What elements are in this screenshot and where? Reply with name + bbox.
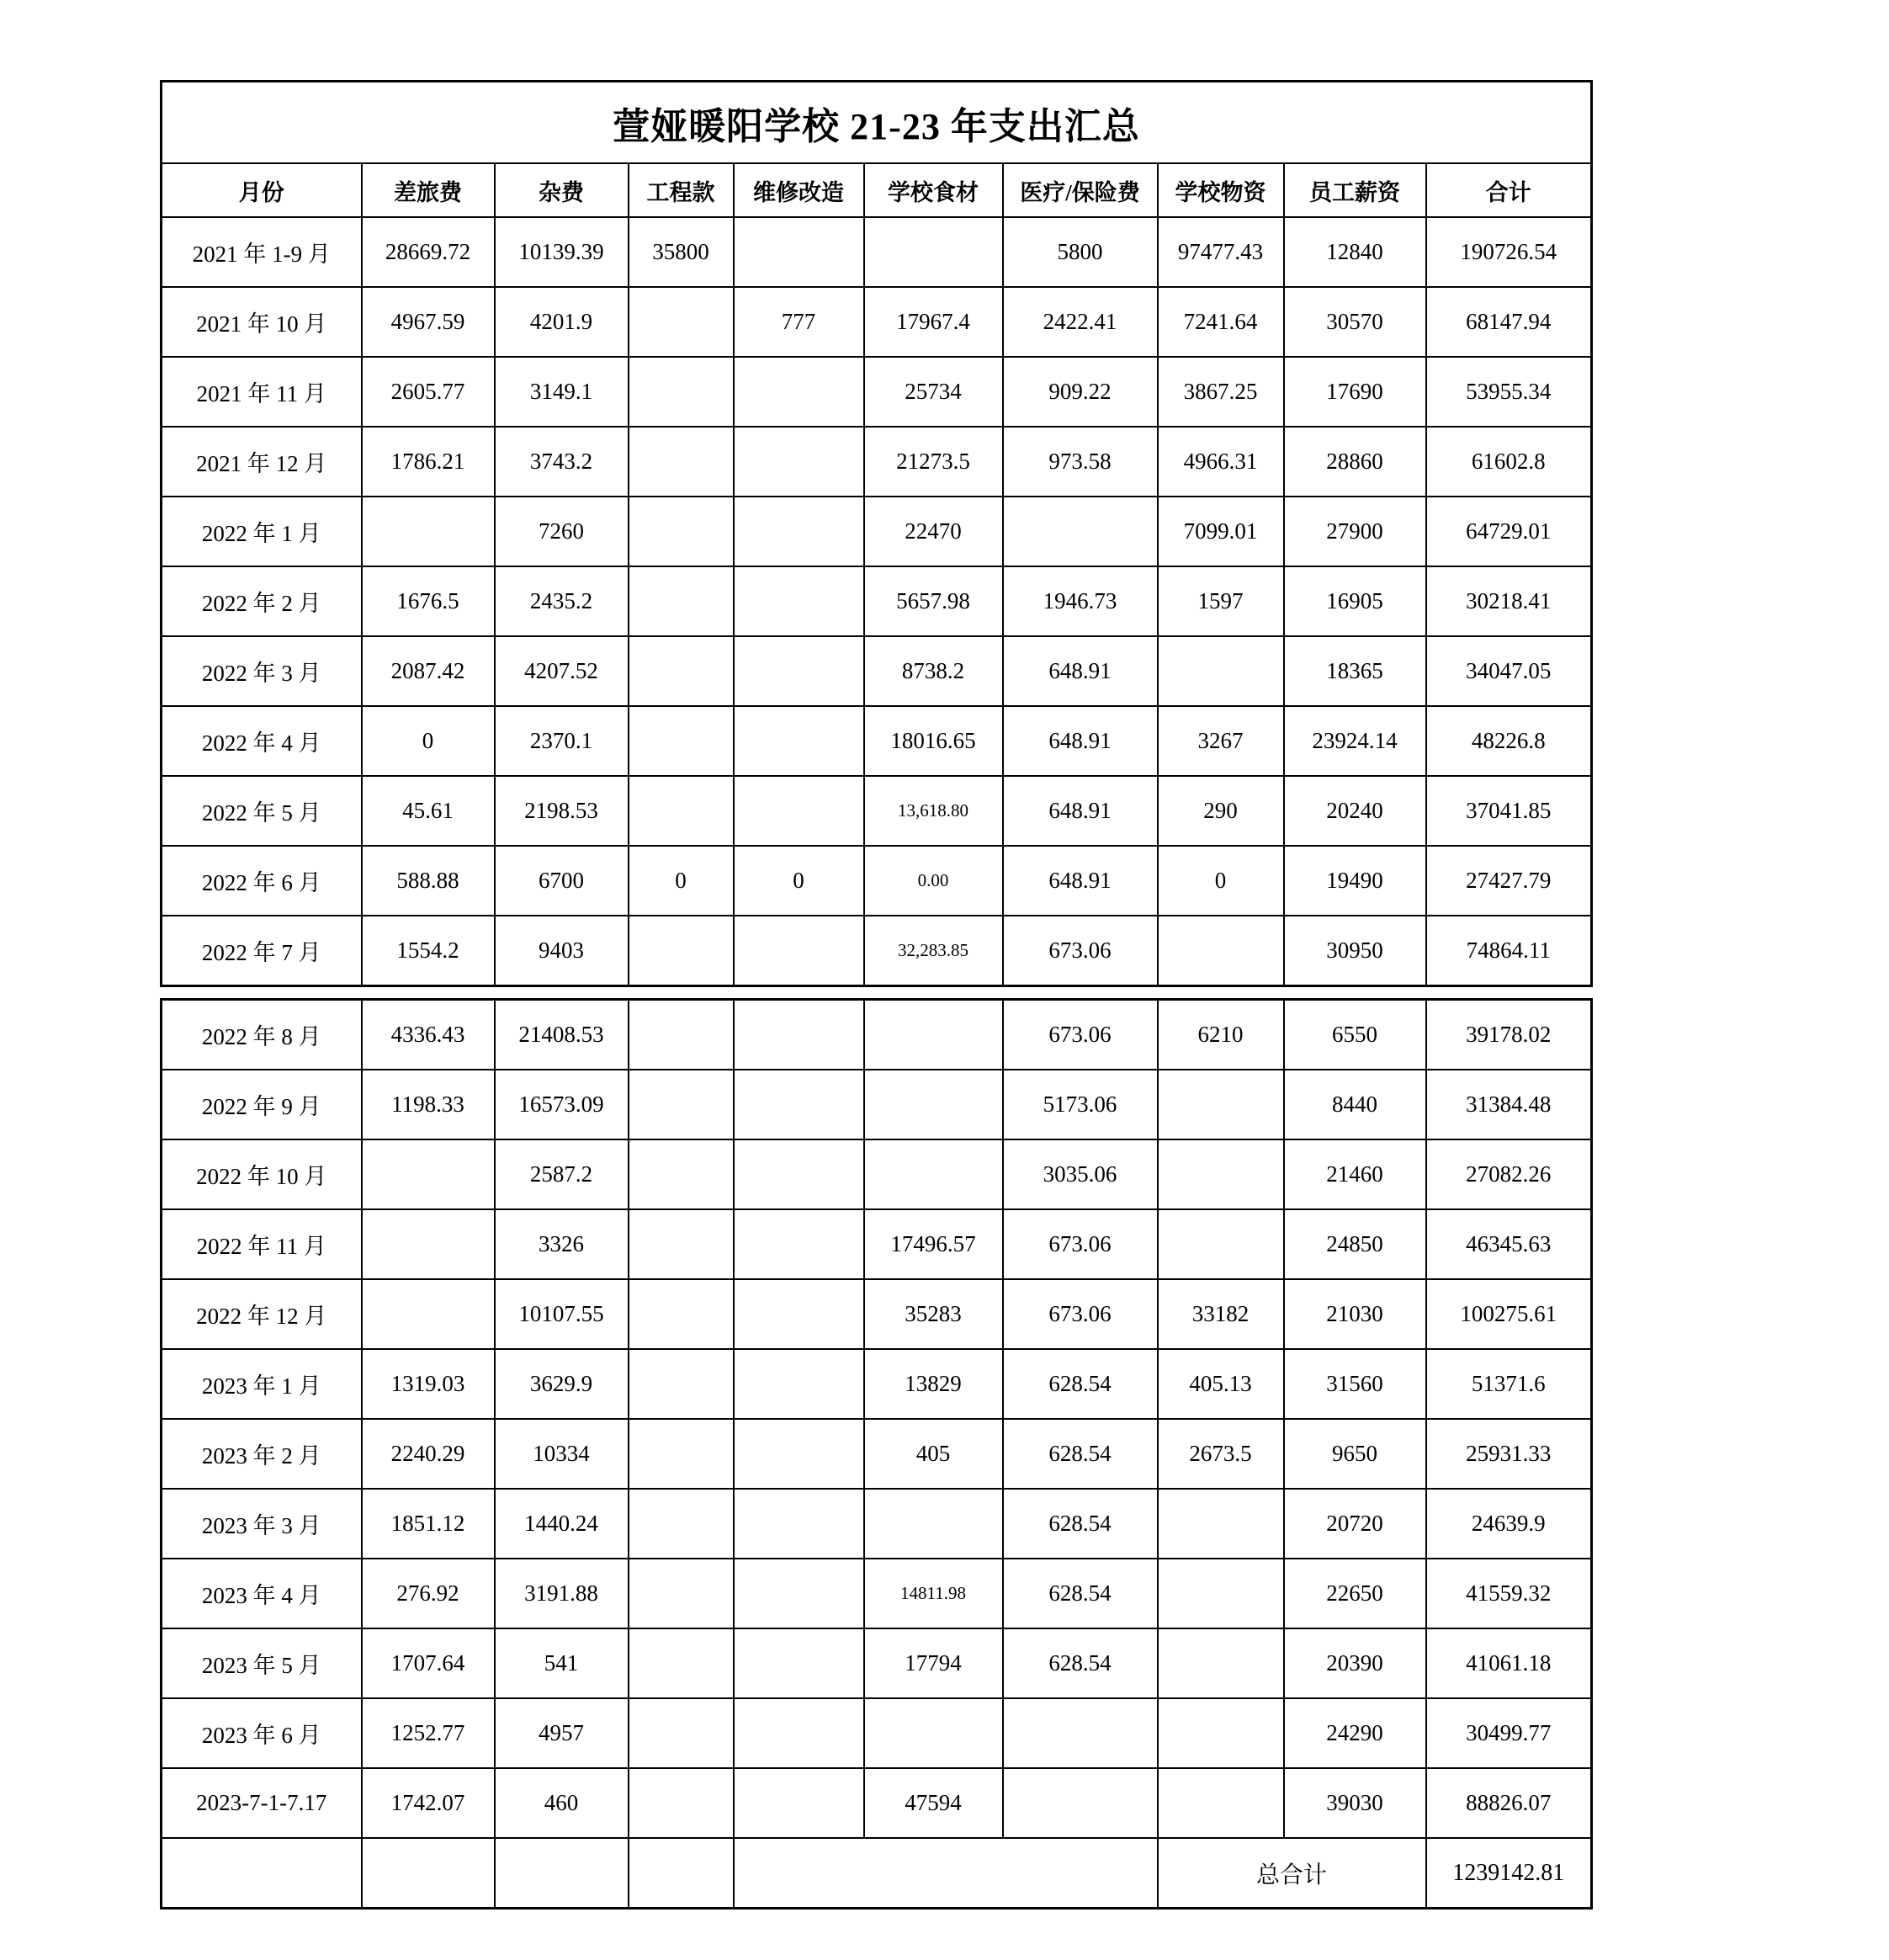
table-row bbox=[162, 1209, 1592, 1279]
table-cell: 28860 bbox=[1284, 427, 1426, 497]
table-cell bbox=[629, 1559, 734, 1628]
table-cell: 3267 bbox=[1158, 706, 1284, 776]
table-cell: 1946.73 bbox=[1003, 566, 1158, 636]
month-cell: 2022 年 8 月 bbox=[162, 1000, 362, 1070]
table-cell: 25734 bbox=[864, 357, 1003, 427]
month-cell: 2022 年 10 月 bbox=[162, 1139, 362, 1209]
table-cell: 17794 bbox=[864, 1628, 1003, 1698]
table-cell: 37041.85 bbox=[1426, 776, 1592, 846]
table-cell: 2673.5 bbox=[1158, 1419, 1284, 1489]
table-cell bbox=[629, 1768, 734, 1838]
table-cell: 7260 bbox=[495, 497, 629, 566]
table-cell: 3149.1 bbox=[495, 357, 629, 427]
table-cell bbox=[629, 1279, 734, 1349]
table-cell bbox=[1003, 1698, 1158, 1768]
table-cell bbox=[629, 287, 734, 357]
table-cell bbox=[734, 1070, 864, 1139]
table-cell bbox=[629, 1070, 734, 1139]
table-cell: 21030 bbox=[1284, 1279, 1426, 1349]
table-cell: 31560 bbox=[1284, 1349, 1426, 1419]
table-cell: 460 bbox=[495, 1768, 629, 1838]
table-row bbox=[162, 706, 1592, 776]
table-cell bbox=[362, 1209, 495, 1279]
table-cell: 2198.53 bbox=[495, 776, 629, 846]
table-cell: 28669.72 bbox=[362, 217, 495, 287]
table-cell: 34047.05 bbox=[1426, 636, 1592, 706]
table-cell: 17967.4 bbox=[864, 287, 1003, 357]
column-header: 员工薪资 bbox=[1284, 163, 1426, 217]
table-row bbox=[162, 1489, 1592, 1559]
table-cell bbox=[629, 497, 734, 566]
table-cell: 2435.2 bbox=[495, 566, 629, 636]
table-cell bbox=[1158, 1070, 1284, 1139]
column-header: 差旅费 bbox=[362, 163, 495, 217]
column-header: 合计 bbox=[1426, 163, 1592, 217]
table-cell: 276.92 bbox=[362, 1559, 495, 1628]
table-row bbox=[162, 776, 1592, 846]
table-cell bbox=[629, 706, 734, 776]
table-cell bbox=[734, 1698, 864, 1768]
table-cell: 22470 bbox=[864, 497, 1003, 566]
table-cell: 4207.52 bbox=[495, 636, 629, 706]
table-cell: 39178.02 bbox=[1426, 1000, 1592, 1070]
table-cell bbox=[734, 1768, 864, 1838]
month-cell: 2022 年 5 月 bbox=[162, 776, 362, 846]
table-cell: 61602.8 bbox=[1426, 427, 1592, 497]
table-cell: 405.13 bbox=[1158, 1349, 1284, 1419]
table-cell bbox=[1158, 1768, 1284, 1838]
table-cell bbox=[1158, 1698, 1284, 1768]
table-cell: 909.22 bbox=[1003, 357, 1158, 427]
table-cell: 20390 bbox=[1284, 1628, 1426, 1698]
table-cell: 628.54 bbox=[1003, 1349, 1158, 1419]
table-cell: 1851.12 bbox=[362, 1489, 495, 1559]
table-cell: 18365 bbox=[1284, 636, 1426, 706]
table-cell bbox=[629, 636, 734, 706]
table-cell bbox=[734, 916, 864, 986]
column-header: 学校食材 bbox=[864, 163, 1003, 217]
table-cell bbox=[629, 776, 734, 846]
table-cell: 17496.57 bbox=[864, 1209, 1003, 1279]
table-cell: 9650 bbox=[1284, 1419, 1426, 1489]
table-row bbox=[162, 1349, 1592, 1419]
month-cell: 2023 年 5 月 bbox=[162, 1628, 362, 1698]
table-cell: 3191.88 bbox=[495, 1559, 629, 1628]
table-cell: 24850 bbox=[1284, 1209, 1426, 1279]
table-cell: 648.91 bbox=[1003, 846, 1158, 916]
table-cell: 45.61 bbox=[362, 776, 495, 846]
table-cell bbox=[629, 916, 734, 986]
table-cell: 35800 bbox=[629, 217, 734, 287]
table-cell bbox=[629, 1139, 734, 1209]
table-row bbox=[162, 1279, 1592, 1349]
table-cell: 2605.77 bbox=[362, 357, 495, 427]
table-cell: 6700 bbox=[495, 846, 629, 916]
column-header: 工程款 bbox=[629, 163, 734, 217]
page-break-gap bbox=[160, 987, 1590, 998]
month-cell: 2022 年 6 月 bbox=[162, 846, 362, 916]
table-cell bbox=[629, 1419, 734, 1489]
table-cell: 48226.8 bbox=[1426, 706, 1592, 776]
table-cell bbox=[734, 217, 864, 287]
table-cell: 1742.07 bbox=[362, 1768, 495, 1838]
table-cell: 16573.09 bbox=[495, 1070, 629, 1139]
table-cell: 20720 bbox=[1284, 1489, 1426, 1559]
table-cell bbox=[162, 1838, 362, 1909]
table-cell bbox=[734, 1489, 864, 1559]
table-cell: 46345.63 bbox=[1426, 1209, 1592, 1279]
table-cell: 64729.01 bbox=[1426, 497, 1592, 566]
table-cell: 6550 bbox=[1284, 1000, 1426, 1070]
month-cell: 2022 年 7 月 bbox=[162, 916, 362, 986]
table-row bbox=[162, 497, 1592, 566]
table-cell: 68147.94 bbox=[1426, 287, 1592, 357]
table-cell: 30499.77 bbox=[1426, 1698, 1592, 1768]
table-cell: 290 bbox=[1158, 776, 1284, 846]
month-cell: 2021 年 11 月 bbox=[162, 357, 362, 427]
table-cell bbox=[734, 1628, 864, 1698]
table-cell bbox=[1158, 1489, 1284, 1559]
table-cell: 628.54 bbox=[1003, 1628, 1158, 1698]
table-cell bbox=[1158, 1139, 1284, 1209]
table-cell bbox=[734, 1209, 864, 1279]
column-header: 医疗/保险费 bbox=[1003, 163, 1158, 217]
table-cell bbox=[864, 1489, 1003, 1559]
table-cell bbox=[362, 1139, 495, 1209]
table-cell: 21408.53 bbox=[495, 1000, 629, 1070]
table-cell: 8738.2 bbox=[864, 636, 1003, 706]
table-cell: 673.06 bbox=[1003, 1000, 1158, 1070]
table-cell: 1440.24 bbox=[495, 1489, 629, 1559]
header-row bbox=[162, 163, 1592, 217]
table-cell: 88826.07 bbox=[1426, 1768, 1592, 1838]
table-cell: 777 bbox=[734, 287, 864, 357]
table-cell: 12840 bbox=[1284, 217, 1426, 287]
table-cell: 41559.32 bbox=[1426, 1559, 1592, 1628]
table-row bbox=[162, 1070, 1592, 1139]
table-cell: 0 bbox=[362, 706, 495, 776]
table-cell: 24639.9 bbox=[1426, 1489, 1592, 1559]
table-row bbox=[162, 1628, 1592, 1698]
table-cell: 648.91 bbox=[1003, 636, 1158, 706]
month-cell: 2023-7-1-7.17 bbox=[162, 1768, 362, 1838]
month-cell: 2022 年 3 月 bbox=[162, 636, 362, 706]
table-cell bbox=[734, 566, 864, 636]
table-row bbox=[162, 916, 1592, 986]
table-cell: 10107.55 bbox=[495, 1279, 629, 1349]
table-cell bbox=[734, 1559, 864, 1628]
table-cell bbox=[1158, 1209, 1284, 1279]
table-cell bbox=[362, 1279, 495, 1349]
table-cell: 628.54 bbox=[1003, 1419, 1158, 1489]
table-cell: 2587.2 bbox=[495, 1139, 629, 1209]
table-cell: 41061.18 bbox=[1426, 1628, 1592, 1698]
month-cell: 2022 年 1 月 bbox=[162, 497, 362, 566]
month-cell: 2023 年 4 月 bbox=[162, 1559, 362, 1628]
table-cell bbox=[629, 1838, 734, 1909]
table-cell: 27082.26 bbox=[1426, 1139, 1592, 1209]
table-cell: 47594 bbox=[864, 1768, 1003, 1838]
month-cell: 2022 年 4 月 bbox=[162, 706, 362, 776]
table-cell: 19490 bbox=[1284, 846, 1426, 916]
table-cell bbox=[734, 357, 864, 427]
table-cell: 3867.25 bbox=[1158, 357, 1284, 427]
table-cell bbox=[629, 1628, 734, 1698]
table-cell: 18016.65 bbox=[864, 706, 1003, 776]
month-cell: 2021 年 1-9 月 bbox=[162, 217, 362, 287]
month-cell: 2022 年 12 月 bbox=[162, 1279, 362, 1349]
column-header: 杂费 bbox=[495, 163, 629, 217]
month-cell: 2023 年 3 月 bbox=[162, 1489, 362, 1559]
table-cell: 7099.01 bbox=[1158, 497, 1284, 566]
table-cell: 74864.11 bbox=[1426, 916, 1592, 986]
table-cell bbox=[629, 1209, 734, 1279]
page-title: 萱娅暖阳学校 21-23 年支出汇总 bbox=[162, 82, 1592, 164]
table-cell: 1252.77 bbox=[362, 1698, 495, 1768]
month-cell: 2022 年 9 月 bbox=[162, 1070, 362, 1139]
table-cell: 13829 bbox=[864, 1349, 1003, 1419]
table-cell: 33182 bbox=[1158, 1279, 1284, 1349]
table-cell: 3743.2 bbox=[495, 427, 629, 497]
table-cell: 0 bbox=[734, 846, 864, 916]
table-cell: 1786.21 bbox=[362, 427, 495, 497]
table-cell: 5173.06 bbox=[1003, 1070, 1158, 1139]
table-cell bbox=[1158, 916, 1284, 986]
table-row bbox=[162, 1559, 1592, 1628]
table-cell bbox=[734, 1279, 864, 1349]
table-cell bbox=[1158, 636, 1284, 706]
table-cell: 2240.29 bbox=[362, 1419, 495, 1489]
grand-total-value: 1239142.81 bbox=[1426, 1838, 1592, 1909]
table-cell bbox=[629, 566, 734, 636]
table-cell: 1597 bbox=[1158, 566, 1284, 636]
table-cell: 4957 bbox=[495, 1698, 629, 1768]
table-cell: 51371.6 bbox=[1426, 1349, 1592, 1419]
table-cell bbox=[1003, 497, 1158, 566]
table-row bbox=[162, 636, 1592, 706]
table-cell: 23924.14 bbox=[1284, 706, 1426, 776]
table-cell: 22650 bbox=[1284, 1559, 1426, 1628]
table-cell bbox=[362, 497, 495, 566]
table-cell: 10139.39 bbox=[495, 217, 629, 287]
table-cell: 5800 bbox=[1003, 217, 1158, 287]
table-row bbox=[162, 287, 1592, 357]
table-cell: 30218.41 bbox=[1426, 566, 1592, 636]
table-cell: 14811.98 bbox=[864, 1559, 1003, 1628]
table-cell: 2370.1 bbox=[495, 706, 629, 776]
table-cell bbox=[864, 1000, 1003, 1070]
table-cell: 673.06 bbox=[1003, 1209, 1158, 1279]
table-cell: 648.91 bbox=[1003, 706, 1158, 776]
expense-summary-table bbox=[160, 80, 1590, 1910]
month-cell: 2023 年 1 月 bbox=[162, 1349, 362, 1419]
total-row bbox=[162, 1838, 1592, 1909]
table-cell: 35283 bbox=[864, 1279, 1003, 1349]
table-cell: 9403 bbox=[495, 916, 629, 986]
table-cell bbox=[1158, 1559, 1284, 1628]
table-cell: 405 bbox=[864, 1419, 1003, 1489]
table-row bbox=[162, 1419, 1592, 1489]
month-cell: 2022 年 11 月 bbox=[162, 1209, 362, 1279]
table-row bbox=[162, 1768, 1592, 1838]
table-cell: 97477.43 bbox=[1158, 217, 1284, 287]
table-section-2 bbox=[160, 998, 1593, 1910]
table-row bbox=[162, 217, 1592, 287]
table-row bbox=[162, 846, 1592, 916]
table-cell: 648.91 bbox=[1003, 776, 1158, 846]
table-cell: 4201.9 bbox=[495, 287, 629, 357]
table-cell: 31384.48 bbox=[1426, 1070, 1592, 1139]
table-cell bbox=[734, 497, 864, 566]
table-section-1 bbox=[160, 80, 1593, 987]
table-cell: 628.54 bbox=[1003, 1559, 1158, 1628]
table-cell bbox=[734, 1419, 864, 1489]
table-cell: 21273.5 bbox=[864, 427, 1003, 497]
table-cell: 13,618.80 bbox=[864, 776, 1003, 846]
table-cell bbox=[629, 427, 734, 497]
table-cell bbox=[629, 1349, 734, 1419]
table-cell bbox=[629, 1000, 734, 1070]
table-row bbox=[162, 1139, 1592, 1209]
table-cell: 7241.64 bbox=[1158, 287, 1284, 357]
table-cell: 10334 bbox=[495, 1419, 629, 1489]
table-cell: 30950 bbox=[1284, 916, 1426, 986]
table-cell: 27900 bbox=[1284, 497, 1426, 566]
table-cell bbox=[734, 427, 864, 497]
month-cell: 2023 年 2 月 bbox=[162, 1419, 362, 1489]
table-cell: 190726.54 bbox=[1426, 217, 1592, 287]
table-cell: 24290 bbox=[1284, 1698, 1426, 1768]
table-cell: 25931.33 bbox=[1426, 1419, 1592, 1489]
table-cell: 0.00 bbox=[864, 846, 1003, 916]
table-cell: 673.06 bbox=[1003, 1279, 1158, 1349]
table-cell: 5657.98 bbox=[864, 566, 1003, 636]
table-cell: 541 bbox=[495, 1628, 629, 1698]
table-cell: 2087.42 bbox=[362, 636, 495, 706]
table-cell: 16905 bbox=[1284, 566, 1426, 636]
table-cell: 1198.33 bbox=[362, 1070, 495, 1139]
table-cell bbox=[734, 706, 864, 776]
column-header: 月份 bbox=[162, 163, 362, 217]
table-cell: 588.88 bbox=[362, 846, 495, 916]
table-row bbox=[162, 357, 1592, 427]
month-cell: 2021 年 10 月 bbox=[162, 287, 362, 357]
month-cell: 2022 年 2 月 bbox=[162, 566, 362, 636]
table-cell bbox=[362, 1838, 495, 1909]
table-cell bbox=[734, 1000, 864, 1070]
table-cell bbox=[629, 1489, 734, 1559]
table-cell: 100275.61 bbox=[1426, 1279, 1592, 1349]
table-cell bbox=[864, 1698, 1003, 1768]
table-cell: 1319.03 bbox=[362, 1349, 495, 1419]
title-row bbox=[162, 82, 1592, 164]
table-cell bbox=[734, 636, 864, 706]
table-cell: 3629.9 bbox=[495, 1349, 629, 1419]
table-cell bbox=[734, 1139, 864, 1209]
grand-total-label: 总合计 bbox=[1158, 1838, 1426, 1909]
table-cell: 53955.34 bbox=[1426, 357, 1592, 427]
table-cell: 0 bbox=[629, 846, 734, 916]
table-cell: 30570 bbox=[1284, 287, 1426, 357]
table-cell: 39030 bbox=[1284, 1768, 1426, 1838]
column-header: 维修改造 bbox=[734, 163, 864, 217]
table-cell: 21460 bbox=[1284, 1139, 1426, 1209]
table-row bbox=[162, 427, 1592, 497]
table-cell bbox=[495, 1838, 629, 1909]
table-cell: 6210 bbox=[1158, 1000, 1284, 1070]
month-cell: 2023 年 6 月 bbox=[162, 1698, 362, 1768]
table-cell: 1676.5 bbox=[362, 566, 495, 636]
table-cell: 27427.79 bbox=[1426, 846, 1592, 916]
table-cell: 4967.59 bbox=[362, 287, 495, 357]
table-cell: 0 bbox=[1158, 846, 1284, 916]
table-cell: 628.54 bbox=[1003, 1489, 1158, 1559]
table-cell bbox=[734, 1838, 1158, 1909]
table-cell: 2422.41 bbox=[1003, 287, 1158, 357]
table-cell bbox=[1003, 1768, 1158, 1838]
table-cell: 4336.43 bbox=[362, 1000, 495, 1070]
table-cell bbox=[1158, 1628, 1284, 1698]
column-header: 学校物资 bbox=[1158, 163, 1284, 217]
table-cell: 1707.64 bbox=[362, 1628, 495, 1698]
table-cell bbox=[864, 1139, 1003, 1209]
table-row bbox=[162, 1000, 1592, 1070]
table-cell: 32,283.85 bbox=[864, 916, 1003, 986]
table-cell bbox=[864, 1070, 1003, 1139]
table-cell bbox=[629, 1698, 734, 1768]
table-row bbox=[162, 1698, 1592, 1768]
table-cell: 3326 bbox=[495, 1209, 629, 1279]
table-cell: 20240 bbox=[1284, 776, 1426, 846]
table-cell bbox=[629, 357, 734, 427]
table-cell bbox=[734, 776, 864, 846]
table-row bbox=[162, 566, 1592, 636]
table-cell: 8440 bbox=[1284, 1070, 1426, 1139]
table-cell: 4966.31 bbox=[1158, 427, 1284, 497]
table-cell: 17690 bbox=[1284, 357, 1426, 427]
table-cell: 1554.2 bbox=[362, 916, 495, 986]
table-cell bbox=[864, 217, 1003, 287]
table-cell: 973.58 bbox=[1003, 427, 1158, 497]
table-cell bbox=[734, 1349, 864, 1419]
table-cell: 673.06 bbox=[1003, 916, 1158, 986]
month-cell: 2021 年 12 月 bbox=[162, 427, 362, 497]
table-cell: 3035.06 bbox=[1003, 1139, 1158, 1209]
